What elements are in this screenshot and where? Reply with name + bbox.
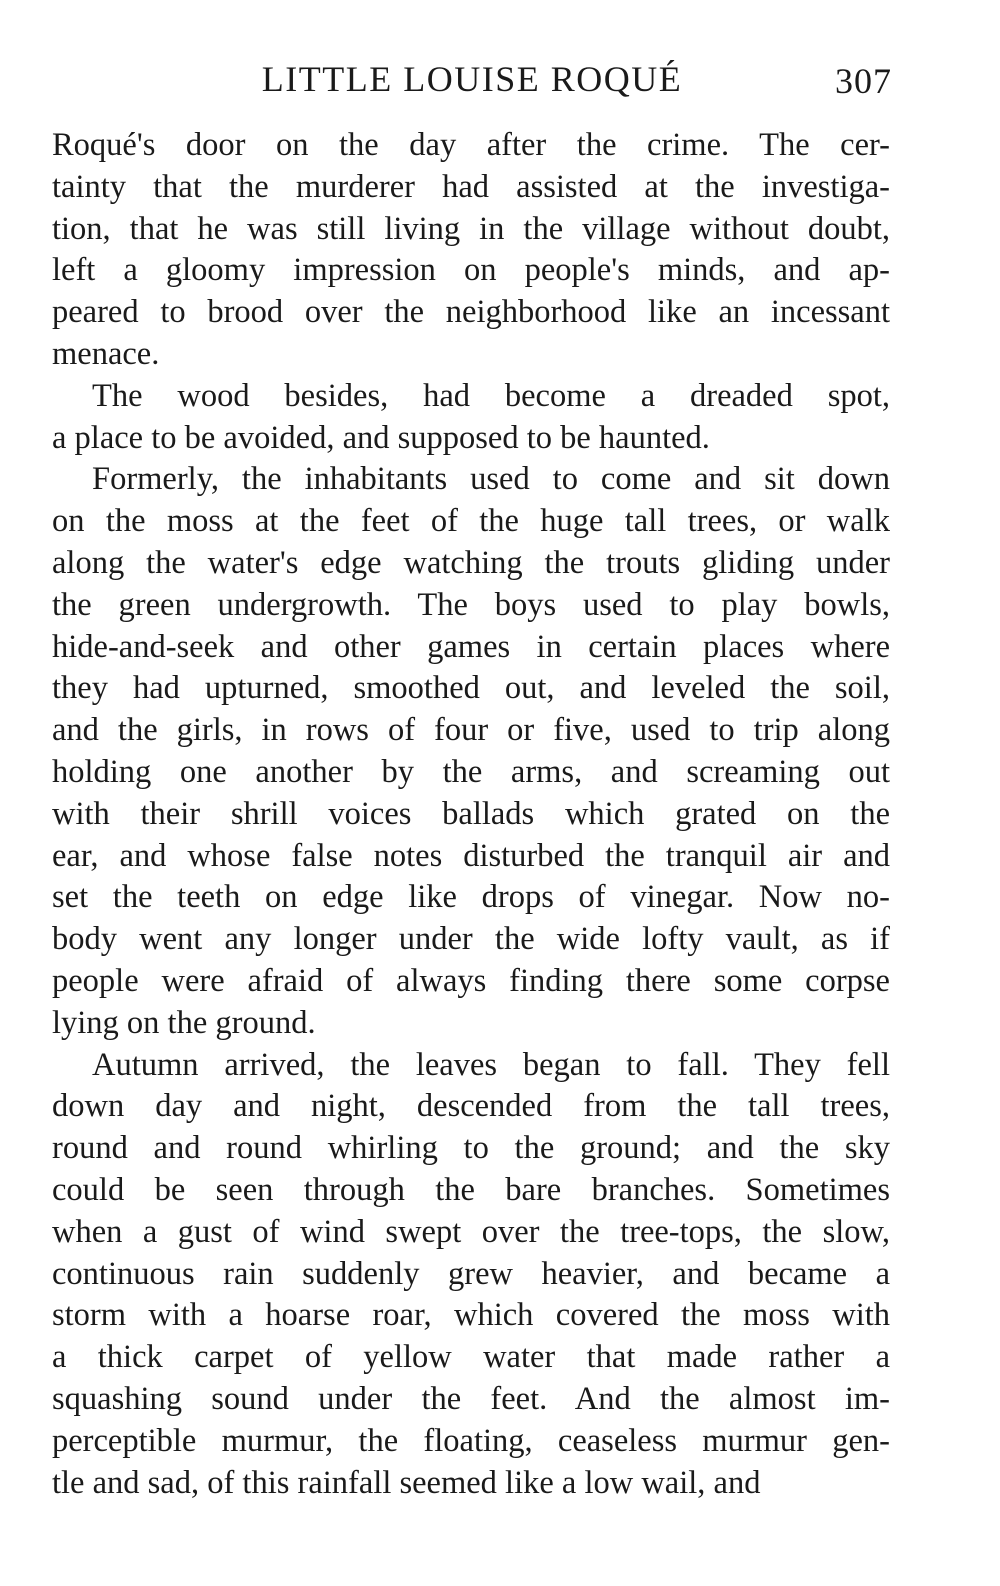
text-line: ear, and whose false notes disturbed the tranquil air and	[52, 837, 890, 874]
text-line: holding one another by the arms, and screaming out	[52, 753, 890, 790]
paragraph	[52, 1045, 890, 1505]
text-line: left a gloomy impression on people's minds, and ap-	[52, 252, 890, 289]
text-line: along the water's edge watching the trouts gliding under	[52, 544, 890, 581]
text-line: menace.	[52, 335, 160, 372]
text-line: perceptible murmur, the floating, ceaseless murmur gen-	[52, 1422, 890, 1459]
running-head	[52, 56, 892, 106]
text-line: the green undergrowth. The boys used to play bowls,	[52, 586, 890, 623]
running-title: LITTLE LOUISE ROQUÉ	[261, 59, 683, 99]
paragraph	[52, 125, 890, 376]
text-line: down day and night, descended from the tall trees,	[52, 1088, 890, 1125]
text-line: continuous rain suddenly grew heavier, and became a	[52, 1255, 890, 1292]
paragraph	[52, 459, 890, 1044]
text-line: peared to brood over the neighborhood like an incessant	[52, 294, 890, 331]
text-line: could be seen through the bare branches. Sometimes	[52, 1171, 890, 1208]
body-text	[52, 125, 890, 1504]
page-number: 307	[835, 61, 892, 101]
paragraph	[52, 376, 890, 460]
text-line: set the teeth on edge like drops of vinegar. Now no-	[52, 879, 890, 916]
text-line: when a gust of wind swept over the tree-tops, the slow,	[52, 1213, 890, 1250]
text-line: with their shrill voices ballads which grated on the	[52, 795, 890, 832]
text-line: squashing sound under the feet. And the almost im-	[52, 1380, 890, 1417]
text-line: round and round whirling to the ground; and the sky	[52, 1130, 890, 1167]
text-line: tion, that he was still living in the village without doubt,	[52, 210, 890, 247]
text-line: tle and sad, of this rainfall seemed like a low wail, and	[52, 1464, 761, 1501]
text-line: The wood besides, had become a dreaded spot,	[92, 377, 890, 414]
text-line: Autumn arrived, the leaves began to fall. They fell	[92, 1046, 890, 1083]
text-line: people were afraid of always finding there some corpse	[52, 962, 890, 999]
text-line: hide-and-seek and other games in certain places where	[52, 628, 890, 665]
text-line: they had upturned, smoothed out, and leveled the soil,	[52, 670, 890, 707]
text-line: tainty that the murderer had assisted at the investiga-	[52, 168, 890, 205]
text-line: body went any longer under the wide lofty vault, as if	[52, 921, 890, 958]
text-line: and the girls, in rows of four or five, used to trip along	[52, 712, 890, 749]
text-line: on the moss at the feet of the huge tall trees, or walk	[52, 503, 890, 540]
text-line: a place to be avoided, and supposed to be haunted.	[52, 419, 710, 456]
text-line: lying on the ground.	[52, 1004, 316, 1041]
text-line: storm with a hoarse roar, which covered the moss with	[52, 1297, 890, 1334]
text-line: Formerly, the inhabitants used to come and sit down	[92, 461, 890, 498]
text-line: a thick carpet of yellow water that made rather a	[52, 1339, 890, 1376]
text-line: Roqué's door on the day after the crime. The cer-	[52, 127, 890, 163]
